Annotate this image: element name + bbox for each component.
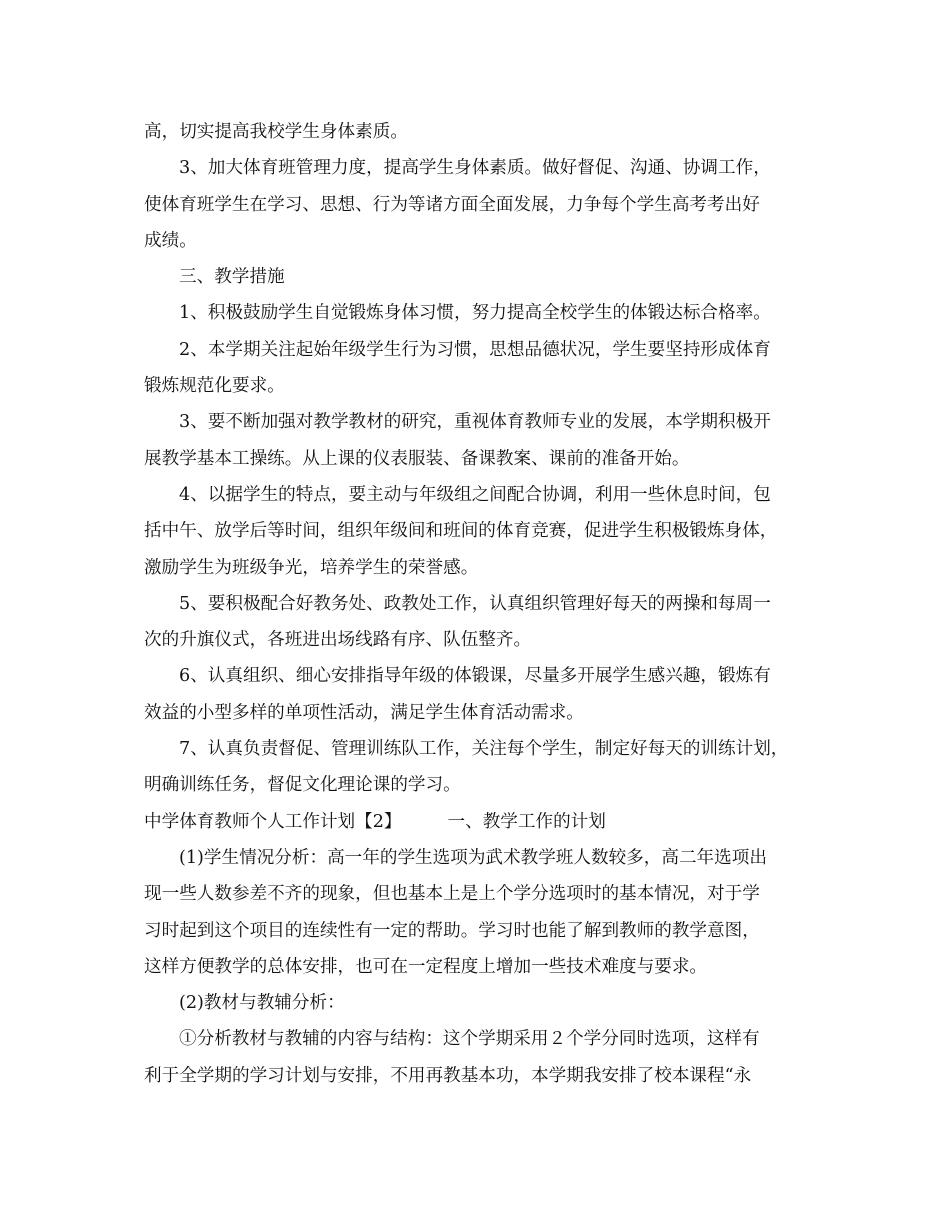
- text-line: (1)学生情况分析：高一年的学生选项为武术教学班人数较多，高二年选项出: [179, 847, 767, 868]
- text-line: 激励学生为班级争光，培养学生的荣誉感。: [144, 557, 479, 578]
- text-line: 高，切实提高我校学生身体素质。: [144, 122, 408, 142]
- subsection-heading: (2)教材与教辅分析：: [179, 993, 345, 1014]
- text-line: 3、加大体育班管理力度，提高学生身体素质。做好督促、沟通、协调工作，: [179, 158, 771, 179]
- text-line: 2、本学期关注起始年级学生行为习惯，思想品德状况，学生要坚持形成体育: [179, 339, 771, 360]
- text-line: 成绩。: [144, 230, 197, 251]
- text-line: 3、要不断加强对教学教材的研究，重视体育教师专业的发展，本学期积极开: [179, 412, 771, 433]
- text-line: 利于全学期的学习计划与安排，不用再教基本功，本学期我安排了校本课程“永: [144, 1065, 752, 1086]
- text-line: 7、认真负责督促、管理训练队工作，关注每个学生，制定好每天的训练计划，: [179, 739, 789, 760]
- text-line: 4、以据学生的特点，要主动与年级组之间配合协调，利用一些休息时间，包: [179, 484, 771, 505]
- text-line: 5、要积极配合好教务处、政教处工作，认真组织管理好每天的两操和每周一: [179, 593, 771, 614]
- plan-title: 中学体育教师个人工作计划【2】: [144, 811, 402, 832]
- text-line: 效益的小型多样的单项性活动，满足学生体育活动需求。: [144, 702, 584, 723]
- text-line: 展教学基本工操练。从上课的仪表服装、备课教案、课前的准备开始。: [144, 448, 690, 469]
- text-line: 括中午、放学后等时间，组织年级间和班间的体育竞赛，促进学生积极锻炼身体，: [144, 521, 778, 542]
- text-line: 锻炼规范化要求。: [144, 376, 285, 397]
- text-line: 1、积极鼓励学生自觉锻炼身体习惯，努力提高全校学生的体锻达标合格率。: [179, 303, 771, 324]
- text-line: 习时起到这个项目的连续性有一定的帮助。学习时也能了解到教师的教学意图，: [144, 920, 760, 941]
- text-line: ①分析教材与教辅的内容与结构：这个学期采用２个学分同时选项，这样有: [179, 1029, 760, 1050]
- text-line: 6、认真组织、细心安排指导年级的体锻课，尽量多开展学生感兴趣，锻炼有: [179, 666, 771, 687]
- text-line: 这样方便教学的总体安排，也可在一定程度上增加一些技术难度与要求。: [144, 956, 708, 977]
- text-line: 次的升旗仪式，各班进出场线路有序、队伍整齐。: [144, 630, 532, 651]
- document-body: [144, 114, 816, 1094]
- text-line: 明确训练任务，督促文化理论课的学习。: [144, 775, 461, 796]
- text-line: 现一些人数参差不齐的现象，但也基本上是上个学分选项时的基本情况，对于学: [144, 884, 760, 905]
- text-line: 使体育班学生在学习、思想、行为等诸方面全面发展，力争每个学生高考考出好: [144, 194, 760, 215]
- plan-title-line: [144, 804, 816, 840]
- section-heading: 三、教学措施: [179, 267, 285, 288]
- section-heading: 一、教学工作的计划: [447, 811, 606, 832]
